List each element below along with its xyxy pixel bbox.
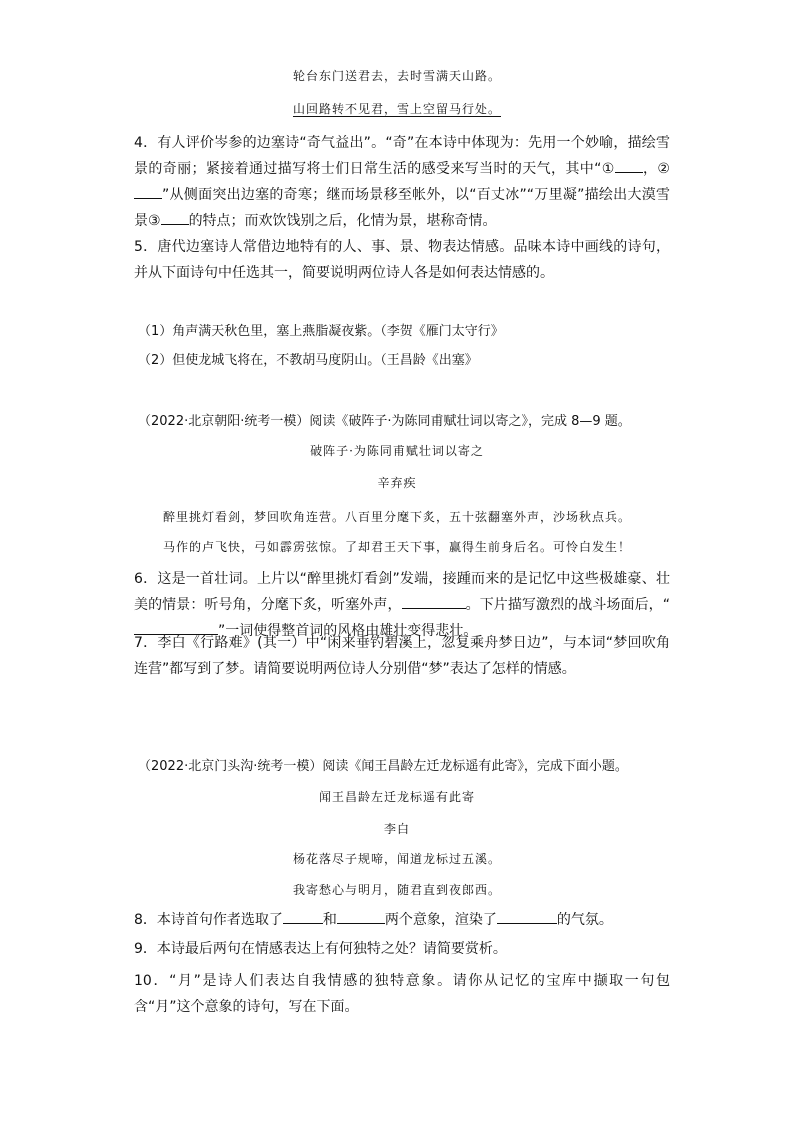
section2-source: （2022·北京朝阳·统考一模）阅读《破阵子·为陈同甫赋壮词以寄之》，完成 8—9 题。 xyxy=(138,414,631,429)
section2-line1: 醉里挑灯看剑，梦回吹角连营。八百里分麾下炙，五十弦翻塞外声，沙场秋点兵。 xyxy=(162,510,631,524)
poem1-line2-underlined: 山回路转不见君，雪上空留马行处。 xyxy=(292,102,501,116)
section2-author: 辛弃疾 xyxy=(377,476,417,490)
q4-blank-3[interactable] xyxy=(161,210,189,225)
q4-text-c: ”从侧面突出边塞的奇寒；继而场景移至帐外，以“百丈冰”“万里凝”描绘出大漠雪景③ xyxy=(134,187,670,229)
section3-line1: 杨花落尽子规啼，闻道龙标过五溪。 xyxy=(292,852,501,866)
q4-blank-2[interactable] xyxy=(134,184,162,199)
q4-text-b: ，② xyxy=(642,161,670,177)
q5-option-1: （1）角声满天秋色里，塞上燕脂凝夜紫。（李贺《雁门太守行》 xyxy=(138,324,504,339)
section2-line2: 马作的卢飞快，弓如霹雳弦惊。了却君王天下事，赢得生前身后名。可怜白发生！ xyxy=(162,540,631,554)
q5-option-2: （2）但使龙城飞将在，不教胡马度阴山。（王昌龄《出塞》 xyxy=(138,353,478,368)
question-7: 7．李白《行路难》(其一）中“闲来垂钓碧溪上，忽复乘舟梦日边”，与本词“梦回吹角连营”都写到了梦。请简要说明两位诗人分别借“梦”表达了怎样的情感。 xyxy=(134,635,670,677)
q6-blank-1[interactable] xyxy=(402,594,466,609)
question-8 xyxy=(134,907,670,933)
q8-text-d: 的气氛。 xyxy=(556,912,613,928)
question-10: 10．“月”是诗人们表达自我情感的独特意象。请你从记忆的宝库中撷取一句包含“月”这个意象的诗句，写在下面。 xyxy=(134,973,670,1015)
q8-blank-1[interactable] xyxy=(283,909,323,924)
poem1-line2-wrap xyxy=(0,100,794,117)
question-4 xyxy=(134,130,670,234)
q4-text-a: 4．有人评价岑参的边塞诗“奇气益出”。“奇”在本诗中体现为：先用一个妙喻，描绘雪景的奇丽；紧接着通过描写将士们日常生活的感受来写当时的天气，其中“① xyxy=(134,135,670,177)
q8-text-a: 8．本诗首句作者选取了 xyxy=(134,912,283,928)
q8-blank-2[interactable] xyxy=(337,909,385,924)
question-9: 9．本诗最后两句在情感表达上有何独特之处？请简要赏析。 xyxy=(134,941,507,957)
q6-text-c: ”一词使得整首词的风格由雄壮变得悲壮。 xyxy=(218,623,478,639)
q8-text-c: 两个意象，渲染了 xyxy=(384,912,497,928)
q8-text-b: 和 xyxy=(322,912,337,928)
q4-text-d: 的特点；而欢饮饯别之后，化情为景，堪称奇情。 xyxy=(188,213,497,229)
section3-source: （2022·北京门头沟·统考一模）阅读《闻王昌龄左迁龙标遥有此寄》，完成下面小题。 xyxy=(138,759,628,774)
section3-line2: 我寄愁心与明月，随君直到夜郎西。 xyxy=(292,883,501,897)
q8-blank-3[interactable] xyxy=(497,909,557,924)
q4-blank-1[interactable] xyxy=(615,158,643,173)
section2-title: 破阵子·为陈同甫赋壮词以寄之 xyxy=(310,444,484,458)
poem1-line1: 轮台东门送君去，去时雪满天山路。 xyxy=(292,69,501,83)
section3-title: 闻王昌龄左迁龙标遥有此寄 xyxy=(318,790,475,804)
q6-text-a: 6．这是一首壮词。上片以“醉里挑灯看剑”发端，接踵而来的是记忆中这些极雄豪、壮美的情景：听号角，分麾下炙，听塞外声， xyxy=(134,571,670,613)
q6-text-b: 。下片描写激烈的战斗场面后，“ xyxy=(465,597,670,613)
section3-author: 李白 xyxy=(383,822,410,836)
question-5: 5．唐代边塞诗人常借边地特有的人、事、景、物表达情感。品味本诗中画线的诗句，并从下面诗句中任选其一，简要说明两位诗人各是如何表达情感的。 xyxy=(134,239,670,281)
